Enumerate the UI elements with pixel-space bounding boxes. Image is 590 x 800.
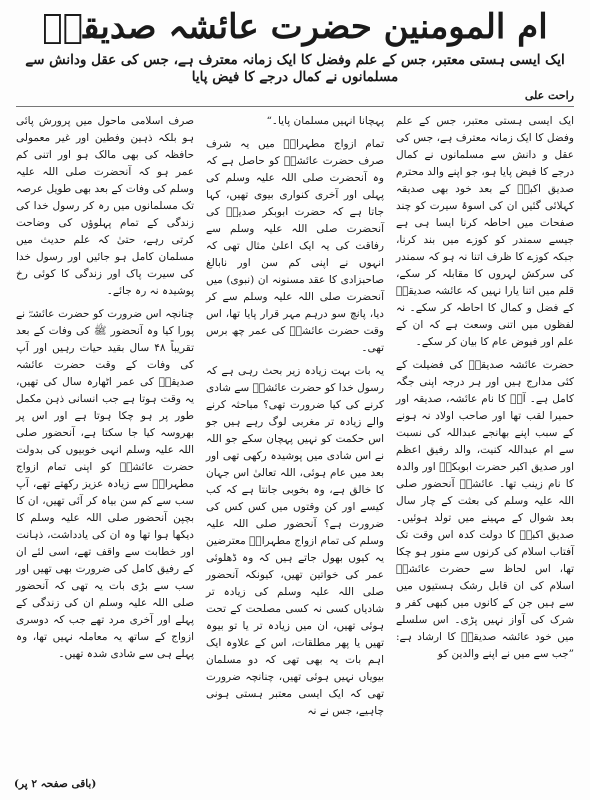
paragraph: پہچانا انہیں مسلمان پایا۔“ — [266, 114, 384, 127]
paragraph: صرف اسلامی ماحول میں پرورش پائی ہو بلکہ ذہین وفطین اور غیر معمولی حافظہ کی بھی مالک ہو اور اتنی کم عمر ہو کہ آنحضرت صلی اللہ علیہ وسلم کی وفات کے بعد بھی طویل عرصہ تک مسلمانوں میں رہ کر رسول خدا کی زندگی کے تمام پہلوؤں کی وضاحت کرتی رہے، حتیٰ کہ علم حدیث میں مسلمان کامل ہو جائیں اور رسول خدا کی سیرت پاک اور زندگی کا کوئی رخ پوشیدہ نہ رہ جائے۔ — [16, 114, 194, 297]
continued-note: (باقی صفحہ ۲ پر) — [14, 778, 97, 790]
paragraph: چنانچہ اس ضرورت کو حضرت عائشہؓ نے پورا کیا وہ آنحضور ﷺ کی وفات کے بعد تقریباً ۴۸ سال بقید حیات رہیں اور آپ کی وفات کے وقت حضرت عائشہ صدیقہؓ کی عمر اٹھارہ سال کی تھیں، یہ وقت ہوتا ہے جب انسانی ذہن مکمل طور پر ہو چکا ہوتا ہے اور اس پر بھروسہ کیا جا سکتا ہے، آنحضور صلی اللہ علیہ وسلم انہی خوبیوں کی بدولت حضرت عائشہؓ کو اپنی تمام ازواج مطہراتؓ سے زیادہ عزیز رکھتے تھے، آپ سب سے کم سن بیاہ کر آئی تھیں، ان کا بچپن آنحضور صلی اللہ علیہ وسلم کا دیکھا ہوا تھا وہ ان کی یادداشت، ذہانت اور خطابت سے واقف تھے، اسی لئے ان کے رفیق کامل کی ضرورت بھی تھیں اور سب سے بڑی بات یہ تھی کہ آنحضور صلی اللہ علیہ وسلم ان کی زندگی کے پہلے اور آخری مرد تھے جب کہ دوسری ازواج کے ساتھ یہ معاملہ نہیں تھا، وہ پہلے ہی سے شادی شدہ تھیں۔ — [16, 307, 195, 660]
paragraph: حضرت عائشہ صدیقہؓ کی فضیلت کے کئی مدارج ہیں اور ہر درجہ اپنی جگہ کامل ہے۔ آپؓ کا نام عائشہ، صدیقہ اور حمیرا لقب تھا اور صاحب اولاد نہ ہونے کے سبب اپنے بھانجے عبداللہ کی نسبت سے ام عبداللہ کنیت، والد رفیق اعظم اور صدیق اکبر حضرت ابوبکرؓ اور والدہ کا نام زینب تھا۔ عائشہؓ آنحضور صلی اللہ علیہ وسلم کی بعثت کے چار سال بعد شوال کے مہینے میں تولد ہوئیں۔ صدیق اکبرؓ کا دولت کدہ اس وقت تک آفتاب اسلام کی کرنوں سے منور ہو چکا تھا، اس لحاظ سے حضرت عائشہؓ اسلام کی ان قابل رشک ہستیوں میں سے ہیں جن کے کانوں میں کبھی کفر و شرک کی آواز نہیں پڑی۔ اس سلسلے میں خود عائشہ صدیقہؓ کا ارشاد ہے: ”جب سے میں نے اپنے والدین کو — [396, 358, 574, 660]
paragraph: تمام ازواج مطہراتؓ میں یہ شرف صرف حضرت عائشہؓ کو حاصل ہے کہ وہ آنحضرت صلی اللہ علیہ وسلم کی پہلی اور آخری کنواری بیوی تھیں، کہا جاتا ہے کہ حضرت ابوبکر صدیقؓ کی آنحضرت صلی اللہ علیہ وسلم سے رفاقت کی یہ ایک اعلیٰ مثال تھی کہ انہوں نے اپنی کم سن اور نابالغ صاحبزادی کا عقد مسنونہ ان (نبوی) میں آنحضرت صلی اللہ علیہ وسلم سے کر دیا، پانچ سو درہم مہر قرار پایا تھا، اس وقت حضرت عائشہؓ کی عمر چھ برس تھی۔ — [206, 137, 384, 354]
column-2 — [206, 113, 384, 726]
article-subheadline: ایک ایسی ہستی معتبر، جس کے علم وفضل کا ایک زمانہ معترف ہے، جس کی عقل ودانش سے مسلمانوں نے کمال درجے کا فیض پایا — [25, 51, 565, 86]
column-3 — [16, 113, 194, 726]
paragraph: ایک ایسی ہستی معتبر، جس کے علم وفضل کا ایک زمانہ معترف ہے، جس کی عقل و دانش سے مسلمانوں نے کمال درجے کا فیض پایا ہو، جو اپنے والد محترم صدیق اکبرؓ کے بعد خود بھی صدیقہ کہلائی گئیں ان کی اسوۂ سیرت کو چند صفحات میں احاطہ کرنا ایسا ہی ہے جیسے سمندر کو کوزے میں بند کرنا، جبکہ کوزے کا ظرف اتنا نہ ہو کہ سمندر کی سرکش لہروں کا مقابلہ کر سکے، قلم میں اتنا یارا نہیں کہ عائشہ صدیقہؓ کے فضل و کمال کا احاطہ کر سکے۔ نہ لفظوں میں اتنی وسعت ہے کہ ان کے علم اور فیوض عام کا بیان کر سکے۔ — [396, 114, 574, 348]
column-1 — [396, 113, 574, 726]
paragraph: یہ بات بہت زیادہ زیر بحث رہی ہے کہ رسول خدا کو حضرت عائشہؓ سے شادی کرنے کی کیا ضرورت تھی؟ مباحثہ کرنے والے زیادہ تر مغربی لوگ رہے ہیں جو اس حکمت کو نہیں پہچان سکے جو اللہ نے اس شادی میں پوشیدہ رکھی تھی اور بعد میں عام ہوئی، اللہ تعالیٰ اس جہان کا خالق ہے، وہ بخوبی جانتا ہے کہ کب کیسے اور کن وقتوں میں کس کس کی ضرورت ہے؟ آنحضور صلی اللہ علیہ وسلم کی تمام ازواج مطہراتؓ معترضین یہ کیوں بھول جاتے ہیں کہ وہ ڈھلوئی عمر کی خواتین تھیں، کیونکہ آنحضور صلی اللہ علیہ وسلم کی زیادہ تر شادیاں کسی نہ کسی مصلحت کے تحت ہوئی تھیں، ان میں زیادہ تر یا تو بیوہ تھیں یا پھر مطلقات، اس کے علاوہ ایک اہم بات یہ بھی تھی کہ دو مسلمان بیویاں نہیں ہوئی تھیں، چنانچہ ضرورت تھی کہ ایک ایسی معتبر ہستی ہونی چاہیے، جس نے نہ — [206, 364, 384, 717]
byline: راحت علی — [524, 88, 574, 102]
article-headline: ام المومنین حضرت عائشہ صدیقہؓ — [42, 7, 548, 47]
divider — [16, 106, 574, 107]
article-columns — [12, 113, 578, 726]
